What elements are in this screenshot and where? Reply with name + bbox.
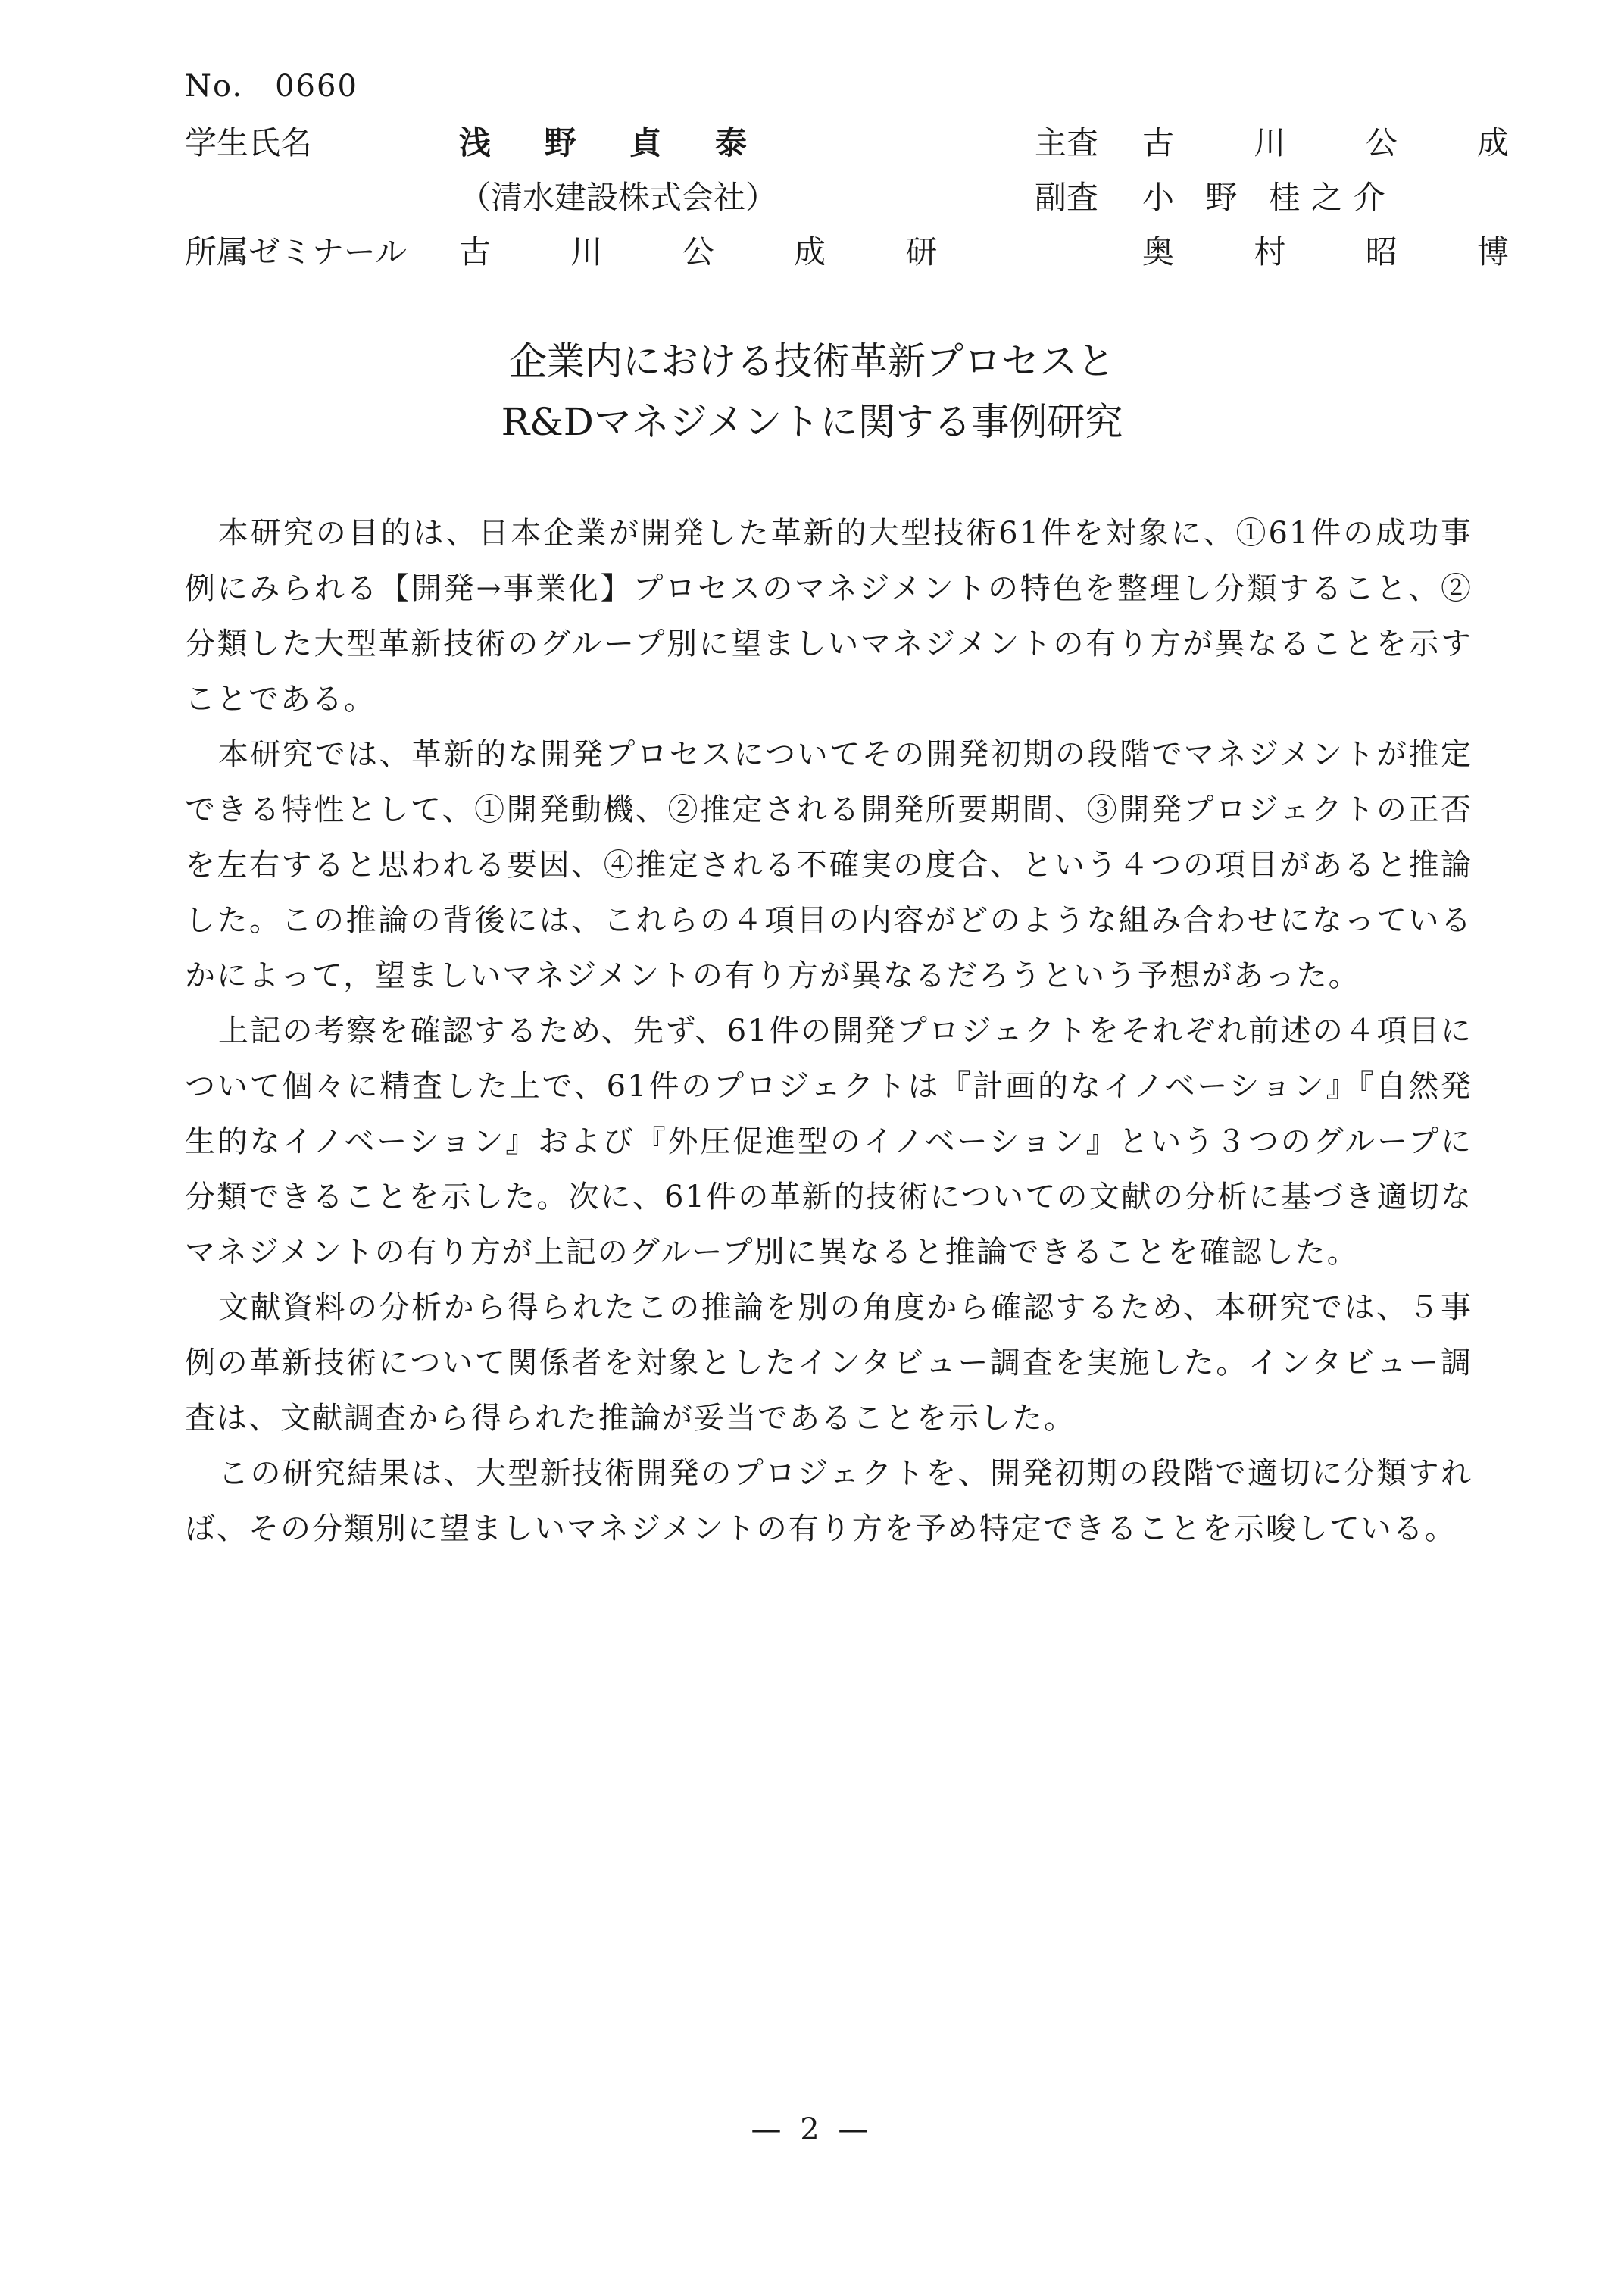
paragraph-1: 本研究の目的は、日本企業が開発した革新的大型技術61件を対象に、①61件の成功事例にみられる【開発→事業化】プロセスのマネジメントの特色を整理し分類すること、②分類した大型革新技術のグループ別に望ましいマネジメントの有り方が異なることを示すことである。 [185,516,1473,717]
abstract-body [185,506,1473,1557]
document-number: No. 0660 [185,69,358,104]
paragraph-4: 文献資料の分析から得られたこの推論を別の角度から確認するため、本研究では、５事例の革新技術について関係者を対象としたインタビュー調査を実施した。インタビュー調査は、文献調査から得られた推論が妥当であることを示した。 [185,1290,1473,1436]
page-number: — 2 — [751,2112,873,2147]
vice-examiner-name-1: 小 野 桂之介 [1142,179,1396,216]
paragraph-2: 本研究では、革新的な開発プロセスについてその開発初期の段階でマネジメントが推定できる特性として、①開発動機、②推定される開発所要期間、③開発プロジェクトの正否を左右すると思われる要因、④推定される不確実の度合、という４つの項目があると推論した。この推論の背後には、これらの４項目の内容がどのような組み合わせになっているかによって，望ましいマネジメントの有り方が異なるだろうという予想があった。 [185,737,1473,993]
seminar-name: 古 川 公 成 研 [459,233,973,270]
chief-examiner-label: 主査 [1035,124,1099,161]
paragraph-5: この研究結果は、大型新技術開発のプロジェクトを、開発初期の段階で適切に分類すれば、その分類別に望ましいマネジメントの有り方を予め特定できることを示唆している。 [185,1456,1473,1546]
paragraph-3: 上記の考察を確認するため、先ず、61件の開発プロジェクトをそれぞれ前述の４項目について個々に精査した上で、61件のプロジェクトは『計画的なイノベーション』『自然発生的なイノベーション』および『外圧促進型のイノベーション』という３つのグループに分類できることを示した。次に、61件の革新的技術についての文献の分析に基づき適切なマネジメントの有り方が上記のグループ別に異なると推論できることを確認した。 [185,1014,1473,1270]
seminar-label: 所属ゼミナール [185,233,408,270]
student-name: 浅 野 貞 泰 [459,124,768,161]
title-line-2: R&Dマネジメントに関する事例研究 [501,400,1123,444]
chief-examiner-name: 古 川 公 成 [1142,124,1544,161]
title-line-1: 企業内における技術革新プロセスと [509,339,1115,383]
student-affiliation: （清水建設株式会社） [459,179,778,216]
student-label: 学生氏名 [185,124,313,161]
vice-examiner-name-2: 奥 村 昭 博 [1142,233,1544,270]
vice-examiner-label: 副査 [1035,179,1099,216]
